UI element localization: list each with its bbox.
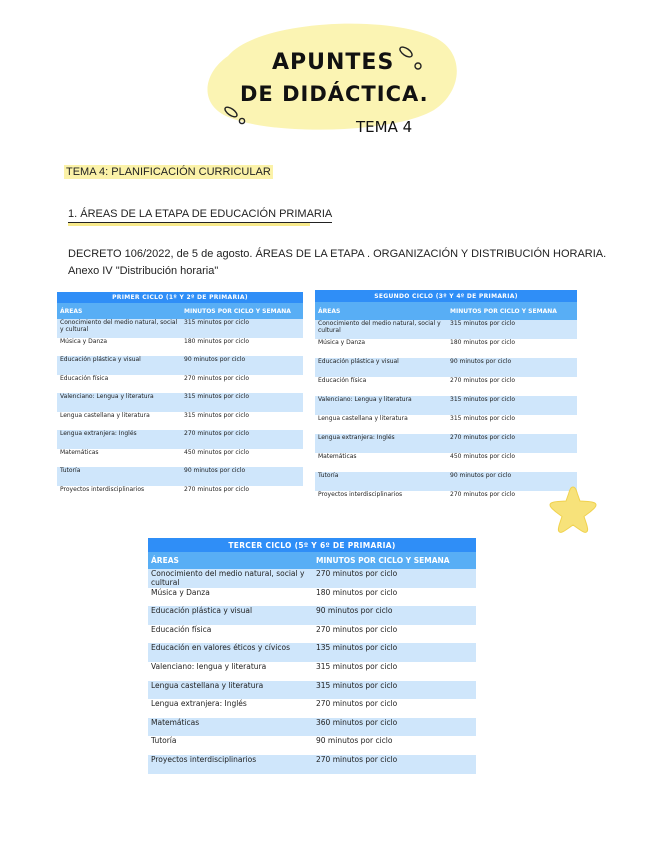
minutes-cell: 180 minutos por ciclo xyxy=(447,339,577,358)
section-heading-text: 1. ÁREAS DE LA ETAPA DE EDUCACIÓN PRIMARIA xyxy=(68,208,332,223)
table-row xyxy=(57,486,303,505)
area-cell: Conocimiento del medio natural, social y cultural xyxy=(57,319,181,338)
table-row xyxy=(148,606,476,625)
table-row xyxy=(315,491,577,510)
minutes-cell: 90 minutos por ciclo xyxy=(181,356,303,375)
area-cell: Lengua extranjera: Inglés xyxy=(148,699,313,718)
tema-heading-text: PLANIFICACIÓN CURRICULAR xyxy=(111,166,271,178)
minutes-cell: 450 minutos por ciclo xyxy=(447,453,577,472)
minutes-cell: 90 minutos por ciclo xyxy=(313,606,476,625)
minutes-cell: 270 minutos por ciclo xyxy=(181,486,303,505)
table-column-header: MINUTOS POR CICLO Y SEMANA xyxy=(447,302,577,320)
area-cell: Tutoría xyxy=(315,472,447,491)
table-cycle-header: PRIMER CICLO (1º Y 2º DE PRIMARIA) xyxy=(57,292,303,303)
table-row xyxy=(148,681,476,700)
schedule-table-first-cycle xyxy=(57,292,303,504)
area-cell: Valenciano: Lengua y literatura xyxy=(57,393,181,412)
oval-doodle-icon xyxy=(222,104,248,126)
minutes-cell: 180 minutos por ciclo xyxy=(181,338,303,357)
area-cell: Conocimiento del medio natural, social y cultural xyxy=(315,320,447,339)
area-cell: Música y Danza xyxy=(148,588,313,607)
table-row xyxy=(315,339,577,358)
table-row xyxy=(315,358,577,377)
minutes-cell: 315 minutos por ciclo xyxy=(447,320,577,339)
table-column-header: MINUTOS POR CICLO Y SEMANA xyxy=(181,303,303,319)
area-cell: Matemáticas xyxy=(315,453,447,472)
area-cell: Proyectos interdisciplinarios xyxy=(57,486,181,505)
area-cell: Música y Danza xyxy=(57,338,181,357)
minutes-cell: 270 minutos por ciclo xyxy=(313,569,476,588)
section-heading xyxy=(68,208,332,226)
schedule-table-second-cycle xyxy=(315,290,577,510)
area-cell: Educación física xyxy=(315,377,447,396)
minutes-cell: 270 minutos por ciclo xyxy=(447,491,577,510)
table-row xyxy=(148,625,476,644)
area-cell: Música y Danza xyxy=(315,339,447,358)
table-row xyxy=(315,453,577,472)
minutes-cell: 270 minutos por ciclo xyxy=(313,755,476,774)
area-cell: Educación plástica y visual xyxy=(57,356,181,375)
minutes-cell: 450 minutos por ciclo xyxy=(181,449,303,468)
minutes-cell: 180 minutos por ciclo xyxy=(313,588,476,607)
table-row xyxy=(57,393,303,412)
table-row xyxy=(148,662,476,681)
table-column-header: ÁREAS xyxy=(57,303,181,319)
table-row xyxy=(315,396,577,415)
area-cell: Proyectos interdisciplinarios xyxy=(315,491,447,510)
table-row xyxy=(148,718,476,737)
table-row xyxy=(57,319,303,338)
area-cell: Lengua castellana y literatura xyxy=(315,415,447,434)
table-row xyxy=(57,356,303,375)
table-row xyxy=(148,569,476,588)
area-cell: Conocimiento del medio natural, social y cultural xyxy=(148,569,313,588)
table-row xyxy=(315,320,577,339)
area-cell: Educación física xyxy=(57,375,181,394)
table-row xyxy=(148,588,476,607)
oval-doodle-icon xyxy=(396,44,426,74)
area-cell: Tutoría xyxy=(57,467,181,486)
area-cell: Matemáticas xyxy=(57,449,181,468)
minutes-cell: 135 minutos por ciclo xyxy=(313,643,476,662)
table-row xyxy=(315,377,577,396)
table-row xyxy=(148,643,476,662)
minutes-cell: 360 minutos por ciclo xyxy=(313,718,476,737)
table-row xyxy=(57,449,303,468)
minutes-cell: 315 minutos por ciclo xyxy=(181,412,303,431)
table-row xyxy=(315,415,577,434)
table-column-header: ÁREAS xyxy=(148,552,313,569)
table-row xyxy=(57,430,303,449)
minutes-cell: 90 minutos por ciclo xyxy=(447,358,577,377)
table-row xyxy=(148,736,476,755)
minutes-cell: 270 minutos por ciclo xyxy=(447,377,577,396)
minutes-cell: 90 minutos por ciclo xyxy=(313,736,476,755)
area-cell: Educación plástica y visual xyxy=(315,358,447,377)
minutes-cell: 270 minutos por ciclo xyxy=(447,434,577,453)
tema-heading-prefix: TEMA 4: xyxy=(66,166,109,178)
area-cell: Educación física xyxy=(148,625,313,644)
notes-title-line1: APUNTES xyxy=(272,50,395,75)
table-row xyxy=(57,338,303,357)
area-cell: Educación en valores éticos y cívicos xyxy=(148,643,313,662)
tema-heading xyxy=(64,166,273,178)
schedule-table-third-cycle xyxy=(148,538,476,774)
star-icon xyxy=(548,484,598,534)
area-cell: Lengua castellana y literatura xyxy=(148,681,313,700)
minutes-cell: 90 minutos por ciclo xyxy=(181,467,303,486)
minutes-cell: 270 minutos por ciclo xyxy=(313,625,476,644)
minutes-cell: 270 minutos por ciclo xyxy=(313,699,476,718)
area-cell: Lengua castellana y literatura xyxy=(57,412,181,431)
table-column-header: ÁREAS xyxy=(315,302,447,320)
area-cell: Matemáticas xyxy=(148,718,313,737)
area-cell: Tutoría xyxy=(148,736,313,755)
decree-paragraph: DECRETO 106/2022, de 5 de agosto. ÁREAS DE LA ETAPA . ORGANIZACIÓN Y DISTRIBUCIÓN HORARIA. Anexo IV "Distribución horaria" xyxy=(68,248,607,277)
notes-subtitle: TEMA 4 xyxy=(356,118,413,136)
minutes-cell: 315 minutos por ciclo xyxy=(181,393,303,412)
area-cell: Lengua extranjera: Inglés xyxy=(315,434,447,453)
area-cell: Lengua extranjera: Inglés xyxy=(57,430,181,449)
minutes-cell: 270 minutos por ciclo xyxy=(181,430,303,449)
minutes-cell: 90 minutos por ciclo xyxy=(447,472,577,491)
table-row xyxy=(57,375,303,394)
table-column-header: MINUTOS POR CICLO Y SEMANA xyxy=(313,552,476,569)
area-cell: Valenciano: lengua y literatura xyxy=(148,662,313,681)
minutes-cell: 315 minutos por ciclo xyxy=(313,662,476,681)
area-cell: Educación plástica y visual xyxy=(148,606,313,625)
table-row xyxy=(148,699,476,718)
minutes-cell: 315 minutos por ciclo xyxy=(447,415,577,434)
table-cycle-header: SEGUNDO CICLO (3º Y 4º DE PRIMARIA) xyxy=(315,290,577,302)
area-cell: Valenciano: Lengua y literatura xyxy=(315,396,447,415)
table-row xyxy=(57,412,303,431)
minutes-cell: 315 minutos por ciclo xyxy=(181,319,303,338)
minutes-cell: 315 minutos por ciclo xyxy=(447,396,577,415)
minutes-cell: 315 minutos por ciclo xyxy=(313,681,476,700)
table-row xyxy=(57,467,303,486)
table-row xyxy=(148,755,476,774)
table-row xyxy=(315,434,577,453)
minutes-cell: 270 minutos por ciclo xyxy=(181,375,303,394)
table-row xyxy=(315,472,577,491)
notes-title-line2: DE DIDÁCTICA. xyxy=(240,82,429,106)
area-cell: Proyectos interdisciplinarios xyxy=(148,755,313,774)
table-cycle-header: TERCER CICLO (5º Y 6º DE PRIMARIA) xyxy=(148,538,476,552)
